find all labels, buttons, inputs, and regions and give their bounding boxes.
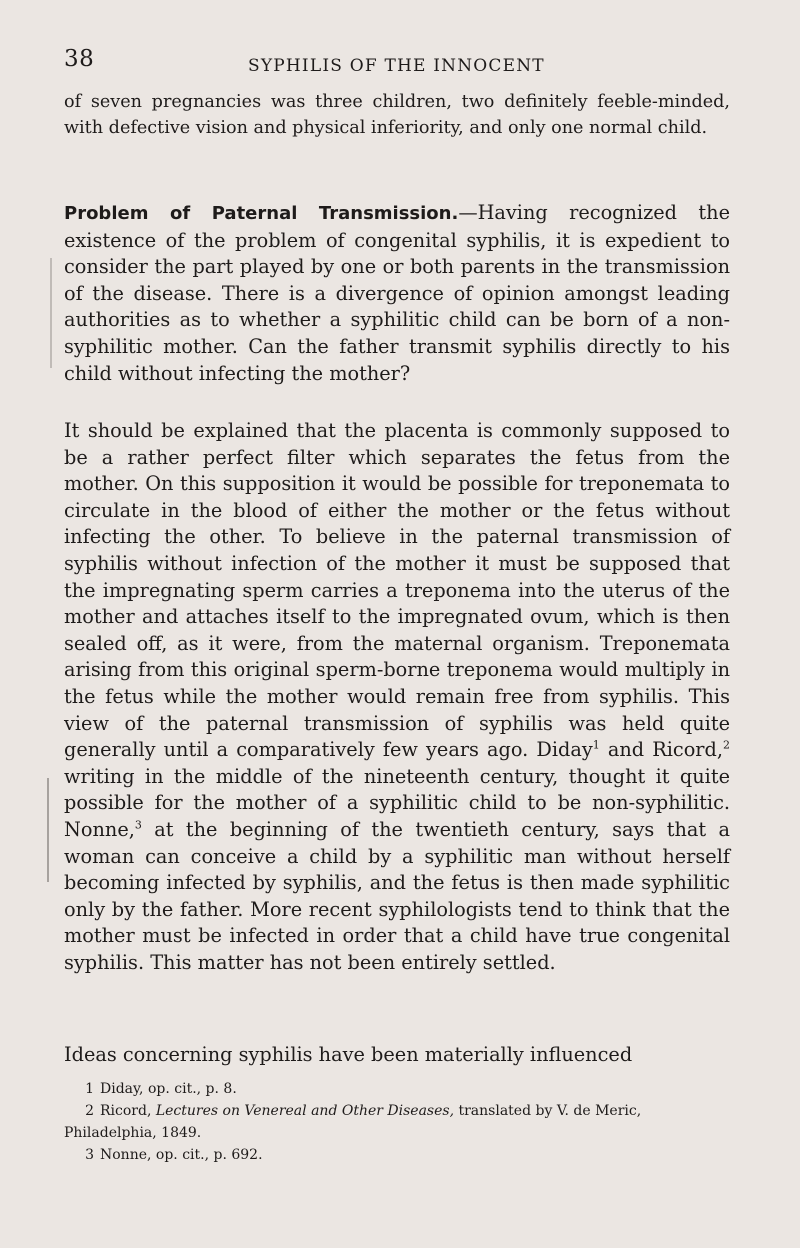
footnote-2: 2 Ricord, Lectures on Venereal and Other Diseases, translated by V. de Meric, Philadelphia, 1849. — [64, 1103, 642, 1141]
paragraph-ideas: Ideas concerning syphilis have been materially influenced — [64, 1043, 633, 1066]
section-heading: Problem of Paternal Transmission. — [64, 203, 459, 224]
paragraph-continuation: of seven pregnancies was three children, two definitely feeble-minded, with defective vision and physical inferiority, and only one normal child. — [64, 92, 730, 138]
paragraph-placenta — [64, 418, 730, 976]
footnote-3: 3 Nonne, op. cit., p. 692. — [85, 1147, 263, 1163]
paragraph-text-d: at the beginning of the twentieth century, says that a woman can conceive a child by a syphilitic man without herself becoming infected by syphilis, and the fetus is then made syphilitic only by the father. More recent syphilologists tend to think that the mother must be infected in order that a child have true congenital syphilis. This matter has not been entirely settled. — [64, 817, 730, 974]
footnote-1: 1 Diday, op. cit., p. 8. — [85, 1081, 237, 1097]
paragraph-text: —Having recognized the existence of the problem of congenital syphilis, it is expedient to consider the part played by one or both parents in the transmission of the disease. There is a divergence of opinion amongst leading authorities as to whether a syphilitic child can be born of a non-syphilitic mother. Can the father transmit syphilis directly to his child without infecting the mother? — [64, 201, 730, 385]
footnote-ref-3: 3 — [134, 818, 142, 832]
footnotes — [64, 1078, 734, 1166]
page-number: 38 — [64, 46, 95, 72]
paragraph-text-c: writing in the middle of the nineteenth century, thought it quite possible for the mother of a syphilitic child to be non-syphilitic. Nonne, — [64, 764, 730, 841]
footnote-ref-1: 1 — [592, 738, 600, 752]
margin-pencil-mark — [50, 258, 52, 368]
paragraph-text-b: and Ricord, — [599, 738, 723, 762]
paragraph-text-a: It should be explained that the placenta is commonly supposed to be a rather perfect filter which separates the fetus from the mother. On this supposition it would be possible for treponemata to circulate in the blood of either the mother or the fetus without infecting the other. To believe in the paternal transmission of syphilis without infection of the mother it must be supposed that the impregnating sperm carries a treponema into the uterus of the mother and attaches itself to the impregnated ovum, which is then sealed off, as it were, from the maternal organism. Treponemata arising from this original sperm-borne treponema would multiply in the fetus while the mother would remain free from syphilis. This view of the paternal transmission of syphilis was held quite generally until a comparatively few years ago. Diday — [64, 419, 730, 762]
margin-pencil-mark — [47, 778, 49, 882]
running-head: SYPHILIS OF THE INNOCENT — [248, 56, 545, 76]
paragraph-paternal-transmission — [64, 200, 730, 387]
footnote-ref-2: 2 — [723, 738, 730, 752]
